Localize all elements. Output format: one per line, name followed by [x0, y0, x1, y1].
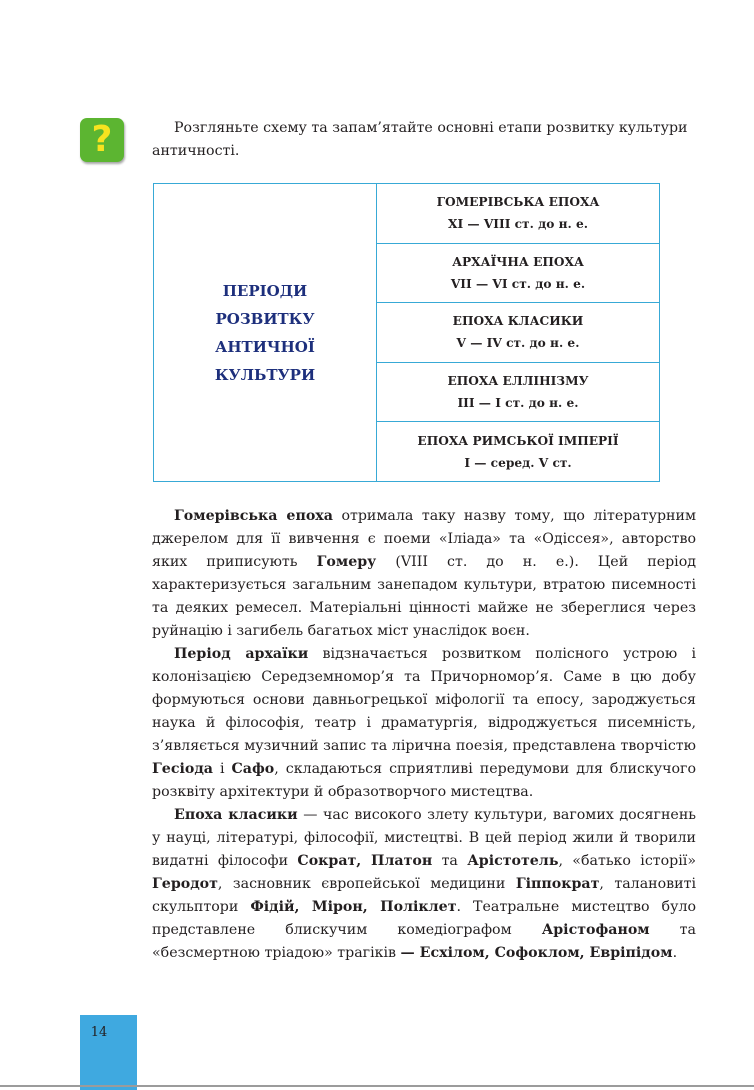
term: Період архаїки: [174, 646, 309, 662]
text: і: [212, 761, 232, 777]
text: та «безсмертною тріадою» трагіків: [152, 922, 696, 961]
body-text: [152, 505, 696, 965]
scheme-title: [215, 277, 315, 389]
term: Гомеру: [316, 554, 377, 570]
period-dates: VII — VI ст. до н. е.: [450, 276, 586, 291]
text: , складаються сприятливі передумови для блискучого розквіту архітектури й образотворчого мистецтва.: [152, 761, 696, 800]
scheme-title-line: РОЗВИТКУ: [215, 309, 315, 328]
text: , засновник європейської медицини: [217, 876, 516, 892]
intro-text: Розгляньте схему та запам’ятайте основні етапи розвитку культури античності.: [152, 120, 688, 159]
question-icon: ?: [80, 118, 124, 162]
paragraph-homeric: [152, 505, 696, 643]
period-name: АРХАЇЧНА ЕПОХА: [452, 254, 584, 269]
period-dates: I — серед. V ст.: [464, 455, 572, 470]
period-dates: XI — VIII ст. до н. е.: [448, 217, 588, 232]
period-dates: III — I ст. до н. е.: [457, 396, 579, 411]
period-roman-empire: [377, 422, 659, 481]
scheme-periods: [377, 184, 659, 481]
period-homeric: [377, 184, 659, 244]
period-name: ГОМЕРІВСЬКА ЕПОХА: [436, 195, 600, 210]
scheme-title-line: АНТИЧНОЇ: [215, 337, 315, 356]
page-number: 14: [90, 1025, 108, 1040]
text: , «батько історії»: [558, 853, 697, 869]
period-name: ЕПОХА ЕЛЛІНІЗМУ: [447, 374, 589, 389]
periods-scheme: [153, 183, 660, 482]
term: — Есхілом, Софоклом, Евріпідом: [400, 945, 673, 961]
text: , талановиті скульптори: [152, 876, 696, 915]
period-dates: V — IV ст. до н. е.: [456, 336, 580, 351]
text: (VIII ст. до н. е.). Цей період характеризується загальним занепадом культури, втратою писемності та деяких ремесел. Матеріальні цінності майже не збереглися через руйнацію і загибель багатьох міст унаслідок воєн.: [152, 554, 697, 639]
page-tab: [80, 1015, 137, 1090]
text: отримала таку назву тому, що літературним джерелом для її вивчення є поеми «Іліада» та «Одіссея», авторство яких приписують: [152, 508, 696, 570]
term: Епоха класики: [174, 807, 298, 823]
text: — час високого злету культури, вагомих досягнень у науці, літературі, філософії, мистецтві. В цей період жили й творили видатні філософи: [152, 807, 697, 869]
divider: [0, 1085, 754, 1087]
paragraph-classic: [152, 804, 696, 965]
text: відзначається розвитком полісного устрою і колонізацією Середземномор’я та Причорномор’я. Саме в цю добу формуються основи давньогрецької міфології та епосу, зароджується наука й філософія, театр і драматургія, відроджується писемність, з’являється музичний запис та лірична поезія, представлена творчістю: [152, 646, 697, 754]
period-name: ЕПОХА РИМСЬКОЇ ІМПЕРІЇ: [417, 433, 619, 448]
term: Сократ, Платон: [297, 853, 433, 869]
period-classic: [377, 303, 659, 363]
term: Арістотель: [467, 853, 559, 869]
term: Гесіода: [152, 761, 213, 777]
text: та: [432, 853, 468, 869]
term: Гомерівська епоха: [174, 508, 333, 524]
period-hellenism: [377, 363, 659, 423]
term: Фідій, Мірон, Поліклет: [250, 899, 457, 915]
term: Геродот: [152, 876, 218, 892]
term: Гіппократ: [515, 876, 600, 892]
paragraph-archaic: [152, 643, 696, 804]
text: . Театральне мистецтво було представлене блискучим комедіографом: [152, 899, 696, 938]
term: Сафо: [231, 761, 275, 777]
term: Арістофаном: [541, 922, 650, 938]
period-archaic: [377, 244, 659, 304]
text: .: [672, 945, 678, 961]
scheme-title-line: КУЛЬТУРИ: [214, 365, 316, 384]
scheme-title-line: ПЕРІОДИ: [222, 281, 308, 300]
scheme-title-cell: [154, 184, 377, 481]
period-name: ЕПОХА КЛАСИКИ: [452, 314, 584, 329]
